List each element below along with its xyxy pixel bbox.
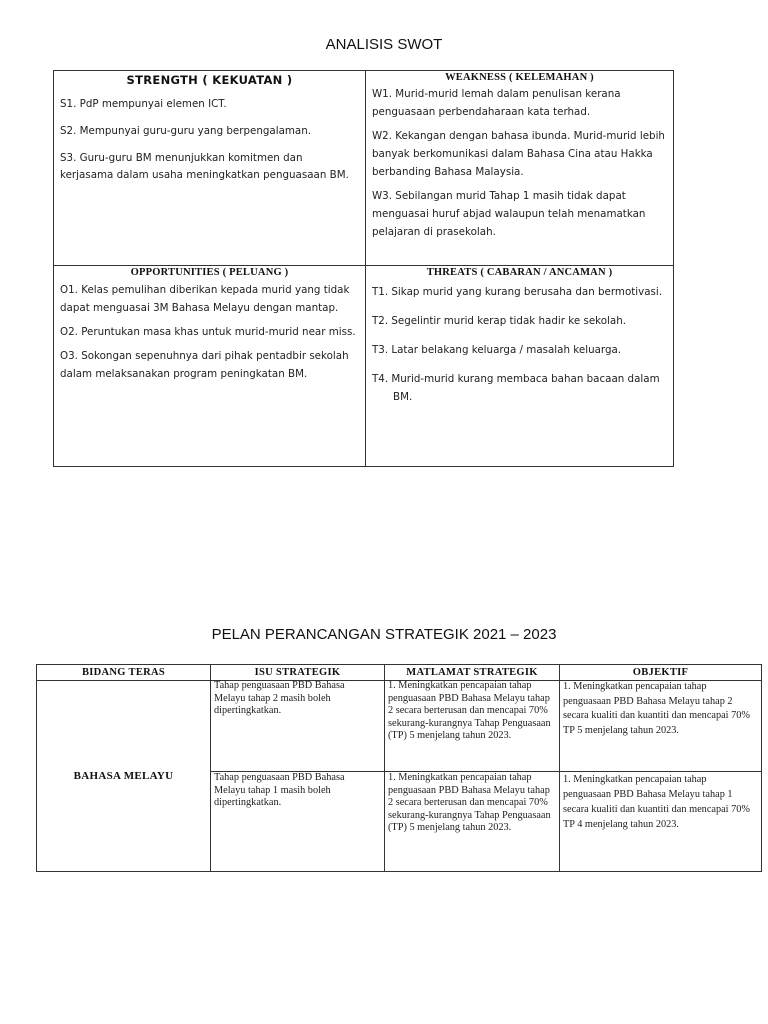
weakness-cell <box>366 71 673 265</box>
strength-cell <box>54 71 365 265</box>
objektif-cell: 1. Meningkatkan pencapaian tahap penguasaan PBD Bahasa Melayu tahap 2 secara kualiti dan kuantiti dan mencapai 70% TP 5 menjelang tahun 2023. <box>563 681 750 736</box>
weakness-item: W3. Sebilangan murid Tahap 1 masih tidak dapat menguasai huruf abjad walaupun telah menamatkan pelajaran di prasekolah. <box>372 190 646 238</box>
opportunities-item: O2. Peruntukan masa khas untuk murid-murid near miss. <box>60 326 356 338</box>
opportunities-item: O3. Sokongan sepenuhnya dari pihak pentadbir sekolah dalam melaksanakan program peningkatan BM. <box>60 350 349 380</box>
threats-heading: THREATS ( CABARAN / ANCAMAN ) <box>426 267 613 278</box>
strategy-table <box>36 664 762 872</box>
strength-item: S2. Mempunyai guru-guru yang berpengalaman. <box>60 125 312 137</box>
header-isu-strategik: ISU STRATEGIK <box>254 667 341 678</box>
strength-item: S1. PdP mempunyai elemen ICT. <box>60 98 227 110</box>
threats-item: T1. Sikap murid yang kurang berusaha dan bermotivasi. <box>372 286 663 298</box>
strength-heading: STRENGTH ( KEKUATAN ) <box>126 73 293 87</box>
weakness-item: W2. Kekangan dengan bahasa ibunda. Murid-murid lebih banyak berkomunikasi dalam Bahasa Cina atau Hakka berbanding Bahasa Malaysia. <box>372 130 665 178</box>
matlamat-cell: 1. Meningkatkan pencapaian tahap penguasaan PBD Bahasa Melayu tahap 2 secara berterusan dan mencapai 70% sekurang-kurangnya Tahap Penguasaan (TP) 5 menjelang tahun 2023. <box>388 680 551 741</box>
strength-item: S3. Guru-guru BM menunjukkan komitmen dan kerjasama dalam usaha meningkatkan penguasaan BM. <box>60 152 349 181</box>
isu-cell: Tahap penguasaan PBD Bahasa Melayu tahap 1 masih boleh dipertingkatkan. <box>214 772 345 808</box>
objektif-cell: 1. Meningkatkan pencapaian tahap penguasaan PBD Bahasa Melayu tahap 1 secara kualiti dan kuantiti dan mencapai 70% TP 4 menjelang tahun 2023. <box>563 774 750 830</box>
header-bidang-teras: BIDANG TERAS <box>81 667 166 678</box>
header-matlamat-strategik: MATLAMAT STRATEGIK <box>406 667 538 678</box>
threats-item: T3. Latar belakang keluarga / masalah keluarga. <box>372 344 622 356</box>
opportunities-cell <box>54 266 365 466</box>
opportunities-item: O1. Kelas pemulihan diberikan kepada murid yang tidak dapat menguasai 3M Bahasa Melayu dengan mantap. <box>60 284 350 314</box>
header-objektif: OBJEKTIF <box>632 667 689 678</box>
threats-item: T2. Segelintir murid kerap tidak hadir ke sekolah. <box>372 315 627 327</box>
matlamat-cell: 1. Meningkatkan pencapaian tahap penguasaan PBD Bahasa Melayu tahap 2 secara berterusan dan mencapai 70% sekurang-kurangnya Tahap Penguasaan (TP) 5 menjelang tahun 2023. <box>388 772 551 833</box>
opportunities-heading: OPPORTUNITIES ( PELUANG ) <box>130 267 289 278</box>
swot-table <box>53 70 674 467</box>
isu-cell: Tahap penguasaan PBD Bahasa Melayu tahap 2 masih boleh dipertingkatkan. <box>214 680 345 716</box>
threats-item: T4. Murid-murid kurang membaca bahan bacaan dalam BM. <box>372 373 660 403</box>
bidang-teras-cell: BAHASA MELAYU <box>73 770 174 782</box>
plan-title: PELAN PERANCANGAN STRATEGIK 2021 – 2023 <box>211 626 557 643</box>
swot-title: ANALISIS SWOT <box>325 36 443 53</box>
threats-cell <box>366 266 673 466</box>
weakness-item: W1. Murid-murid lemah dalam penulisan kerana penguasaan perbendaharaan kata terhad. <box>372 88 621 118</box>
weakness-heading: WEAKNESS ( KELEMAHAN ) <box>445 72 594 83</box>
